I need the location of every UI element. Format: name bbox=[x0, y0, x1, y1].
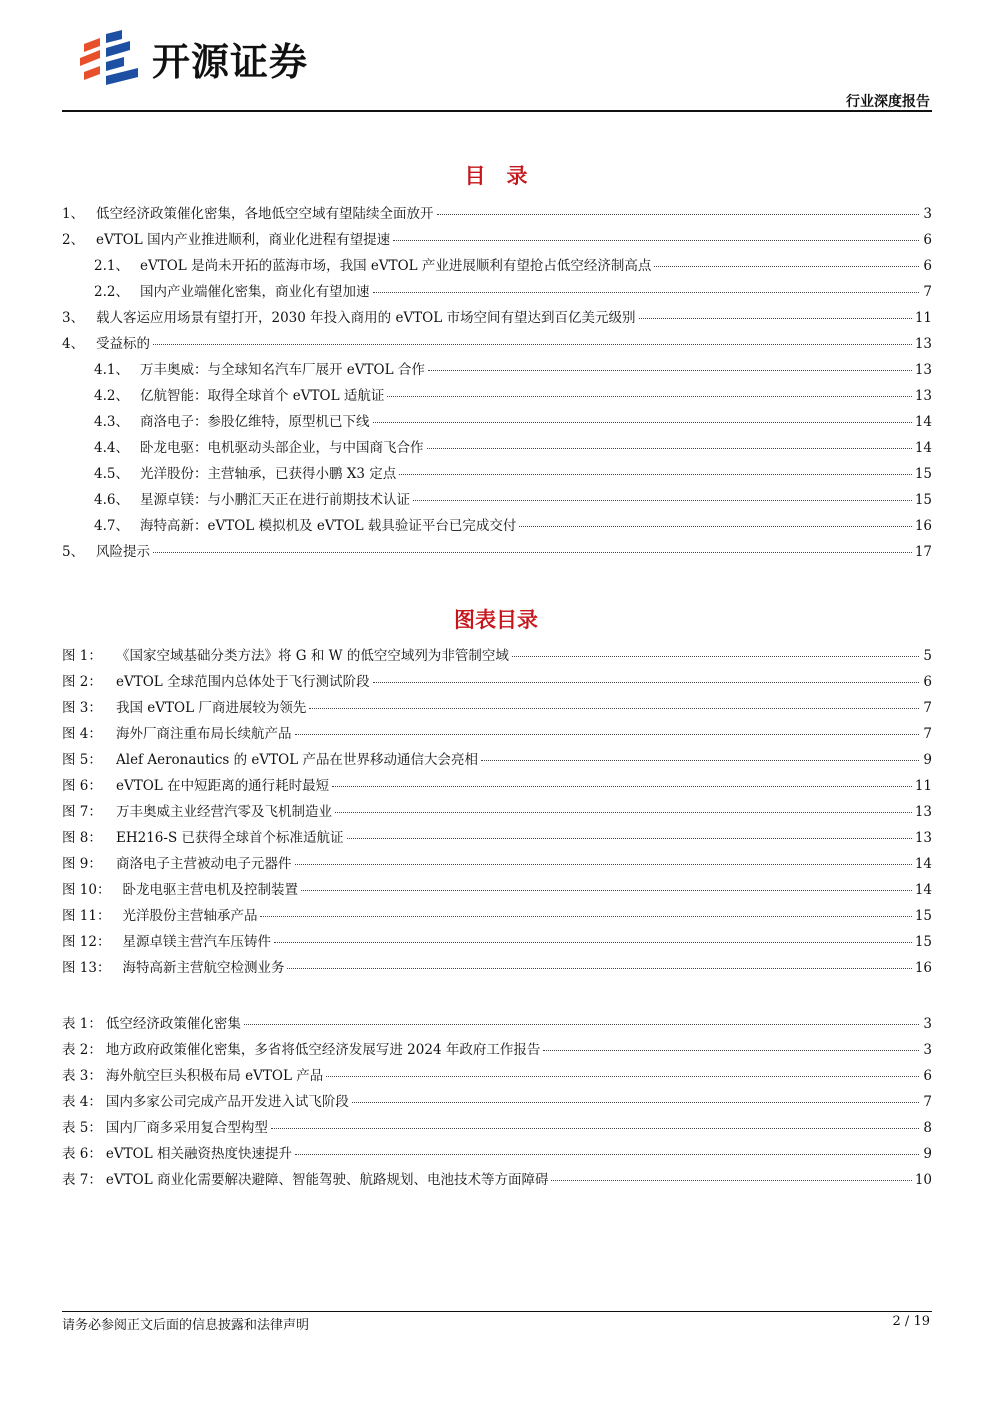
entry-number: 图 12： bbox=[62, 934, 111, 950]
entry-page-number: 6 bbox=[923, 232, 932, 248]
entry-title: EH216-S 已获得全球首个标准适航证 bbox=[116, 830, 344, 846]
toc-entry[interactable] bbox=[62, 331, 932, 357]
dot-leader bbox=[519, 525, 911, 527]
entry-number: 表 1： bbox=[62, 1016, 102, 1032]
toc-list bbox=[62, 201, 932, 565]
entry-title: 亿航智能：取得全球首个 eVTOL 适航证 bbox=[140, 388, 385, 404]
dot-leader bbox=[373, 421, 912, 423]
entry-title: 万丰奥威：与全球知名汽车厂展开 eVTOL 合作 bbox=[140, 362, 425, 378]
entry-number: 表 7： bbox=[62, 1172, 102, 1188]
entry-title: 《国家空域基础分类方法》将 G 和 W 的低空空域列为非管制空域 bbox=[116, 648, 509, 664]
entry-number: 4.4、 bbox=[94, 440, 129, 456]
entry-number: 图 1： bbox=[62, 648, 102, 664]
entry-title: eVTOL 是尚未开拓的蓝海市场，我国 eVTOL 产业进展顺利有望抢占低空经济制高点 bbox=[140, 258, 652, 274]
entry-number: 2、 bbox=[62, 232, 85, 248]
dot-leader bbox=[543, 1049, 919, 1051]
figure-list-title: 图表目录 bbox=[454, 608, 538, 632]
entry-page-number: 15 bbox=[914, 908, 932, 924]
table-entry[interactable] bbox=[62, 1141, 932, 1167]
dot-leader bbox=[437, 213, 920, 215]
dot-leader bbox=[373, 291, 920, 293]
dot-leader bbox=[481, 759, 919, 761]
entry-number: 2.2、 bbox=[94, 284, 129, 300]
dot-leader bbox=[153, 343, 912, 345]
entry-page-number: 14 bbox=[914, 414, 932, 430]
dot-leader bbox=[326, 1075, 919, 1077]
entry-number: 图 7： bbox=[62, 804, 102, 820]
entry-title: 万丰奥威主业经营汽零及飞机制造业 bbox=[116, 804, 332, 820]
company-logo bbox=[78, 26, 308, 90]
toc-entry[interactable] bbox=[62, 227, 932, 253]
entry-page-number: 6 bbox=[923, 674, 932, 690]
dot-leader bbox=[512, 655, 919, 657]
entry-title: 商洛电子主营被动电子元器件 bbox=[116, 856, 292, 872]
toc-entry[interactable] bbox=[62, 357, 932, 383]
dot-leader bbox=[271, 1127, 919, 1129]
figure-entry[interactable] bbox=[62, 799, 932, 825]
dot-leader bbox=[387, 395, 911, 397]
entry-title: 星源卓镁主营汽车压铸件 bbox=[122, 934, 271, 950]
toc-entry[interactable] bbox=[62, 409, 932, 435]
entry-page-number: 11 bbox=[914, 310, 932, 326]
footer-disclaimer: 请务必参阅正文后面的信息披露和法律声明 bbox=[62, 1318, 310, 1333]
entry-number: 5、 bbox=[62, 544, 85, 560]
entry-page-number: 14 bbox=[914, 440, 932, 456]
entry-page-number: 6 bbox=[923, 1068, 932, 1084]
entry-number: 表 3： bbox=[62, 1068, 102, 1084]
dot-leader bbox=[295, 1153, 919, 1155]
entry-number: 4.1、 bbox=[94, 362, 129, 378]
entry-title: 星源卓镁：与小鹏汇天正在进行前期技术认证 bbox=[140, 492, 410, 508]
entry-title: 低空经济政策催化密集，各地低空空域有望陆续全面放开 bbox=[96, 206, 434, 222]
entry-number: 4、 bbox=[62, 336, 85, 352]
entry-number: 图 5： bbox=[62, 752, 102, 768]
dot-leader bbox=[428, 369, 912, 371]
entry-title: eVTOL 全球范围内总体处于飞行测试阶段 bbox=[116, 674, 370, 690]
entry-page-number: 7 bbox=[923, 1094, 932, 1110]
entry-page-number: 16 bbox=[914, 518, 932, 534]
entry-number: 图 11： bbox=[62, 908, 111, 924]
entry-number: 图 6： bbox=[62, 778, 102, 794]
dot-leader bbox=[295, 863, 912, 865]
entry-title: 国内多家公司完成产品开发进入试飞阶段 bbox=[105, 1094, 349, 1110]
figure-entry[interactable] bbox=[62, 929, 932, 955]
dot-leader bbox=[287, 967, 911, 969]
entry-title: eVTOL 商业化需要解决避障、智能驾驶、航路规划、电池技术等方面障碍 bbox=[105, 1172, 549, 1188]
entry-number: 表 6： bbox=[62, 1146, 102, 1162]
entry-page-number: 7 bbox=[923, 700, 932, 716]
entry-number: 4.6、 bbox=[94, 492, 129, 508]
entry-number: 表 4： bbox=[62, 1094, 102, 1110]
entry-page-number: 15 bbox=[914, 466, 932, 482]
entry-page-number: 13 bbox=[914, 804, 932, 820]
page-header bbox=[0, 0, 992, 112]
footer-divider bbox=[62, 1311, 932, 1312]
entry-number: 4.2、 bbox=[94, 388, 129, 404]
entry-title: 海特高新：eVTOL 模拟机及 eVTOL 载具验证平台已完成交付 bbox=[140, 518, 517, 534]
entry-page-number: 13 bbox=[914, 336, 932, 352]
entry-page-number: 6 bbox=[923, 258, 932, 274]
dot-leader bbox=[393, 239, 919, 241]
dot-leader bbox=[153, 551, 912, 553]
table-entry[interactable] bbox=[62, 1011, 932, 1037]
table-entry[interactable] bbox=[62, 1037, 932, 1063]
entry-number: 表 2： bbox=[62, 1042, 102, 1058]
toc-entry[interactable] bbox=[62, 305, 932, 331]
entry-page-number: 7 bbox=[923, 726, 932, 742]
figure-entry[interactable] bbox=[62, 773, 932, 799]
figure-list bbox=[62, 643, 932, 981]
entry-page-number: 13 bbox=[914, 362, 932, 378]
toc-entry[interactable] bbox=[62, 383, 932, 409]
entry-title: 我国 eVTOL 厂商进展较为领先 bbox=[116, 700, 307, 716]
table-list bbox=[62, 1011, 932, 1193]
entry-title: 国内厂商多采用复合型构型 bbox=[105, 1120, 268, 1136]
toc-entry[interactable] bbox=[62, 487, 932, 513]
entry-title: 低空经济政策催化密集 bbox=[105, 1016, 241, 1032]
dot-leader bbox=[639, 317, 912, 319]
dot-leader bbox=[301, 889, 912, 891]
entry-page-number: 15 bbox=[914, 492, 932, 508]
entry-title: eVTOL 在中短距离的通行耗时最短 bbox=[116, 778, 330, 794]
logo-mark-icon bbox=[78, 30, 144, 86]
page-number: 2 / 19 bbox=[892, 1314, 930, 1329]
dot-leader bbox=[551, 1179, 911, 1181]
entry-page-number: 11 bbox=[914, 778, 932, 794]
dot-leader bbox=[347, 837, 912, 839]
toc-entry[interactable] bbox=[62, 253, 932, 279]
entry-page-number: 3 bbox=[923, 1042, 932, 1058]
dot-leader bbox=[413, 499, 912, 501]
dot-leader bbox=[352, 1101, 919, 1103]
figure-entry[interactable] bbox=[62, 669, 932, 695]
entry-title: 载人客运应用场景有望打开，2030 年投入商用的 eVTOL 市场空间有望达到百亿美元级别 bbox=[96, 310, 636, 326]
entry-page-number: 5 bbox=[923, 648, 932, 664]
entry-number: 图 4： bbox=[62, 726, 102, 742]
entry-title: 海外航空巨头积极布局 eVTOL 产品 bbox=[105, 1068, 324, 1084]
dot-leader bbox=[309, 707, 919, 709]
entry-title: 海特高新主营航空检测业务 bbox=[122, 960, 285, 976]
table-entry[interactable] bbox=[62, 1089, 932, 1115]
entry-page-number: 15 bbox=[914, 934, 932, 950]
entry-number: 图 8： bbox=[62, 830, 102, 846]
report-type-label: 行业深度报告 bbox=[846, 94, 930, 110]
dot-leader bbox=[260, 915, 911, 917]
entry-number: 2.1、 bbox=[94, 258, 129, 274]
dot-leader bbox=[295, 733, 920, 735]
entry-number: 图 13： bbox=[62, 960, 111, 976]
dot-leader bbox=[335, 811, 912, 813]
figure-entry[interactable] bbox=[62, 695, 932, 721]
entry-title: 国内产业端催化密集，商业化有望加速 bbox=[140, 284, 370, 300]
figure-entry[interactable] bbox=[62, 877, 932, 903]
entry-page-number: 3 bbox=[923, 206, 932, 222]
entry-title: eVTOL 国内产业推进顺利，商业化进程有望提速 bbox=[96, 232, 391, 248]
figure-entry[interactable] bbox=[62, 643, 932, 669]
entry-number: 4.7、 bbox=[94, 518, 129, 534]
figure-entry[interactable] bbox=[62, 721, 932, 747]
dot-leader bbox=[244, 1023, 919, 1025]
figure-entry[interactable] bbox=[62, 851, 932, 877]
entry-page-number: 3 bbox=[923, 1016, 932, 1032]
dot-leader bbox=[332, 785, 912, 787]
entry-page-number: 16 bbox=[914, 960, 932, 976]
entry-title: 商洛电子：参股亿维特，原型机已下线 bbox=[140, 414, 370, 430]
entry-page-number: 17 bbox=[914, 544, 932, 560]
figure-entry[interactable] bbox=[62, 903, 932, 929]
entry-page-number: 8 bbox=[923, 1120, 932, 1136]
entry-number: 表 5： bbox=[62, 1120, 102, 1136]
dot-leader bbox=[427, 447, 912, 449]
entry-page-number: 14 bbox=[914, 882, 932, 898]
entry-title: 受益标的 bbox=[96, 336, 150, 352]
entry-page-number: 14 bbox=[914, 856, 932, 872]
entry-title: 风险提示 bbox=[96, 544, 150, 560]
entry-title: 海外厂商注重布局长续航产品 bbox=[116, 726, 292, 742]
toc-entry[interactable] bbox=[62, 201, 932, 227]
dot-leader bbox=[399, 473, 912, 475]
figure-entry[interactable] bbox=[62, 747, 932, 773]
entry-number: 图 3： bbox=[62, 700, 102, 716]
figure-entry[interactable] bbox=[62, 825, 932, 851]
toc-title: 目 录 bbox=[464, 164, 528, 188]
dot-leader bbox=[274, 941, 912, 943]
toc-entry[interactable] bbox=[62, 513, 932, 539]
entry-number: 3、 bbox=[62, 310, 85, 326]
entry-title: 光洋股份：主营轴承，已获得小鹏 X3 定点 bbox=[140, 466, 397, 482]
toc-entry[interactable] bbox=[62, 435, 932, 461]
entry-number: 图 2： bbox=[62, 674, 102, 690]
table-entry[interactable] bbox=[62, 1115, 932, 1141]
logo-text: 开源证券 bbox=[152, 39, 309, 84]
entry-title: eVTOL 相关融资热度快速提升 bbox=[105, 1146, 292, 1162]
entry-title: 光洋股份主营轴承产品 bbox=[122, 908, 258, 924]
toc-entry[interactable] bbox=[62, 539, 932, 565]
entry-number: 1、 bbox=[62, 206, 85, 222]
entry-title: 卧龙电驱：电机驱动头部企业，与中国商飞合作 bbox=[140, 440, 424, 456]
entry-page-number: 7 bbox=[923, 284, 932, 300]
entry-page-number: 9 bbox=[923, 752, 932, 768]
entry-number: 图 9： bbox=[62, 856, 102, 872]
header-divider bbox=[62, 110, 932, 112]
figure-entry[interactable] bbox=[62, 955, 932, 981]
entry-number: 4.5、 bbox=[94, 466, 129, 482]
toc-entry[interactable] bbox=[62, 279, 932, 305]
entry-title: 地方政府政策催化密集，多省将低空经济发展写进 2024 年政府工作报告 bbox=[105, 1042, 541, 1058]
table-entry[interactable] bbox=[62, 1167, 932, 1193]
dot-leader bbox=[654, 265, 919, 267]
entry-title: Alef Aeronautics 的 eVTOL 产品在世界移动通信大会亮相 bbox=[116, 752, 478, 768]
entry-number: 图 10： bbox=[62, 882, 111, 898]
entry-page-number: 13 bbox=[914, 830, 932, 846]
toc-entry[interactable] bbox=[62, 461, 932, 487]
entry-number: 4.3、 bbox=[94, 414, 129, 430]
entry-page-number: 13 bbox=[914, 388, 932, 404]
entry-page-number: 10 bbox=[914, 1172, 932, 1188]
dot-leader bbox=[373, 681, 919, 683]
table-entry[interactable] bbox=[62, 1063, 932, 1089]
entry-title: 卧龙电驱主营电机及控制装置 bbox=[122, 882, 298, 898]
entry-page-number: 9 bbox=[923, 1146, 932, 1162]
